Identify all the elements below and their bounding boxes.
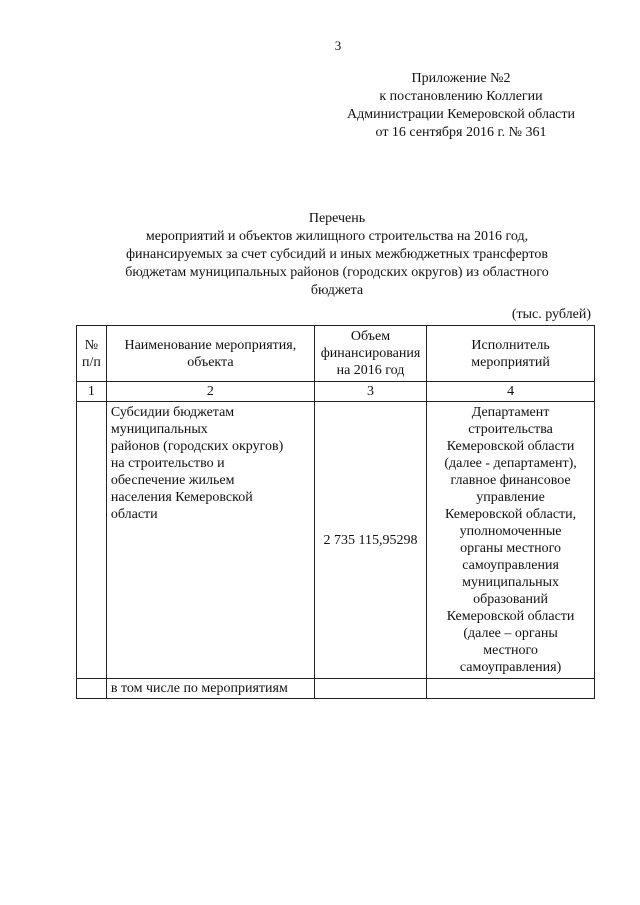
amount-cell: 2 735 115,95298	[314, 402, 426, 679]
measure-name-cell: Субсидии бюджетам муниципальных районов (городских округов) на строительство и обеспечение жильем населения Кемеровской области	[106, 402, 314, 679]
measure-name-cell: в том числе по мероприятиям	[106, 679, 314, 699]
column-number: 1	[77, 382, 107, 402]
column-number-row	[77, 382, 595, 402]
title-line: мероприятий и объектов жилищного строительства на 2016 год,	[145, 229, 529, 244]
document-title	[80, 210, 594, 300]
table-header-row	[77, 326, 595, 382]
header-executor: Исполнитель мероприятий	[427, 326, 595, 382]
header-name: Наименование мероприятия, объекта	[106, 326, 314, 382]
annex-line: Администрации Кемеровской области	[347, 107, 575, 122]
table-row	[77, 679, 595, 699]
title-line: Перечень	[308, 211, 366, 226]
units-note: (тыс. рублей)	[511, 307, 591, 322]
row-number-cell	[77, 679, 107, 699]
annex-line: к постановлению Коллегии	[379, 89, 543, 104]
row-number-cell	[77, 402, 107, 679]
executor-cell: Департамент строительства Кемеровской области (далее - департамент), главное финансовое управление Кемеровской области, уполномоченные органы местного самоуправления муниципальных образований Кемеровской области (далее – органы местного самоуправления)	[427, 402, 595, 679]
column-number: 2	[106, 382, 314, 402]
annex-line: от 16 сентября 2016 г. № 361	[375, 125, 547, 140]
title-line: бюджета	[310, 283, 364, 298]
page-number: 3	[334, 38, 342, 53]
annex-line: Приложение №2	[411, 71, 511, 86]
title-line: финансируемых за счет субсидий и иных межбюджетных трансфертов	[125, 247, 549, 262]
header-number: № п/п	[77, 326, 107, 382]
amount-cell	[314, 679, 426, 699]
column-number: 4	[427, 382, 595, 402]
header-amount: Объем финансирования на 2016 год	[314, 326, 426, 382]
budget-table	[76, 325, 595, 699]
executor-cell	[427, 679, 595, 699]
annex-block	[330, 70, 592, 142]
title-line: бюджетам муниципальных районов (городских округов) из областного	[125, 265, 549, 280]
column-number: 3	[314, 382, 426, 402]
table-row	[77, 402, 595, 679]
